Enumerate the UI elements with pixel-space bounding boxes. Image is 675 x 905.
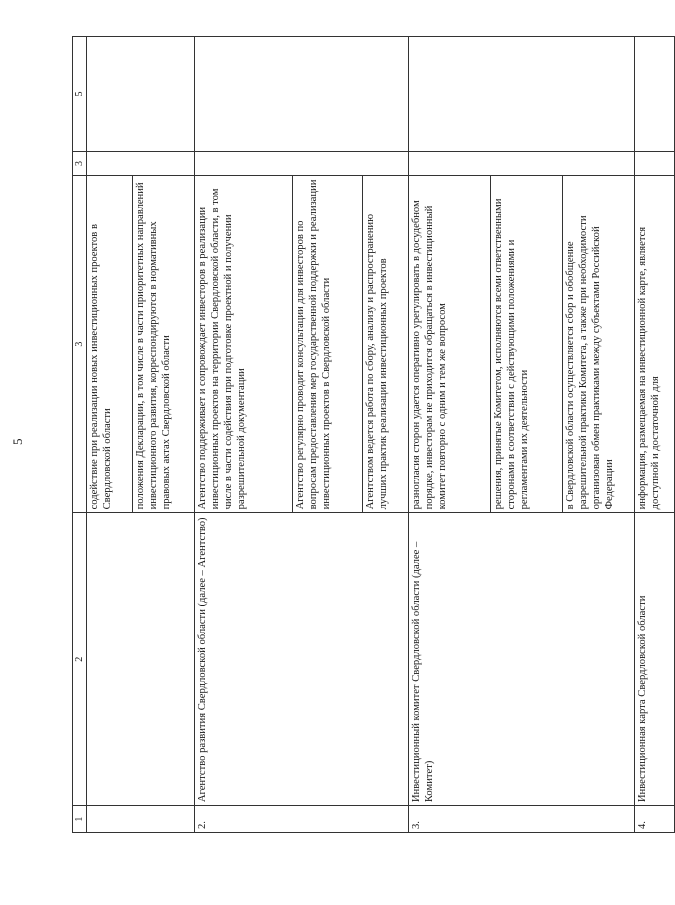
row-number: 4.	[635, 806, 675, 833]
row-item: Агентством ведется работа по сбору, анализу и распространению лучших практик реализации инвестиционных проектов	[363, 175, 409, 513]
row-number	[87, 806, 195, 833]
row-col5	[635, 37, 675, 152]
row-item: разногласия сторон удается оперативно урегулировать в досудебном порядке, инвесторам не приходится обращаться в инвестиционный комитет повторно с одним и тем же вопросом	[409, 175, 491, 513]
table-header-row	[73, 37, 87, 833]
row-number: 3.	[409, 806, 635, 833]
column-header: 2	[73, 513, 87, 806]
row-item: Агентство поддерживает и сопровождает инвесторов в реализации инвестиционных проектов на территории Свердловской области, в том числе в части содействия при подготовке проектной и получении разрешительной документации	[195, 175, 293, 513]
row-col4	[635, 152, 675, 176]
row-col4	[409, 152, 635, 176]
row-col5	[409, 37, 635, 152]
row-name: Инвестиционная карта Свердловской области	[635, 513, 675, 806]
row-name	[87, 513, 195, 806]
table-row	[409, 37, 491, 833]
document-table	[72, 36, 675, 833]
table-row	[195, 37, 293, 833]
row-name: Агентство развития Свердловской области (далее – Агентство)	[195, 513, 409, 806]
row-col5	[195, 37, 409, 152]
row-col4	[87, 152, 195, 176]
column-header: 3	[73, 152, 87, 176]
page-number: 5	[10, 438, 25, 445]
row-item: содействие при реализации новых инвестиционных проектов в Свердловской области	[87, 175, 133, 513]
table-row	[87, 37, 133, 833]
column-header: 5	[73, 37, 87, 152]
document-table-wrapper	[72, 36, 661, 833]
row-item: в Свердловской области осуществляется сбор и обобщение разрешительной практики Комитета, а также при необходимости организован обмен практиками между субъектами Российской Федерации	[563, 175, 635, 513]
row-item: информация, размещаемая на инвестиционной карте, является доступной и достаточной для	[635, 175, 675, 513]
row-col4	[195, 152, 409, 176]
column-header: 3	[73, 175, 87, 513]
row-number: 2.	[195, 806, 409, 833]
table-row	[635, 37, 675, 833]
row-item: решения, принятые Комитетом, исполняются всеми ответственными сторонами в соответствии с действующими положениями и регламентами их деятельности	[491, 175, 563, 513]
row-item: Агентство регулярно проводит консультации для инвесторов по вопросам предоставления мер государственной поддержки и реализации инвестиционных проектов в Свердловской области	[293, 175, 363, 513]
column-header: 1	[73, 806, 87, 833]
row-col5	[87, 37, 195, 152]
row-name: Инвестиционный комитет Свердловской области (далее – Комитет)	[409, 513, 635, 806]
row-item: положения Декларации, в том числе в части приоритетных направлений инвестиционного развития, корреспондируются в нормативных правовых актах Свердловской области	[133, 175, 195, 513]
